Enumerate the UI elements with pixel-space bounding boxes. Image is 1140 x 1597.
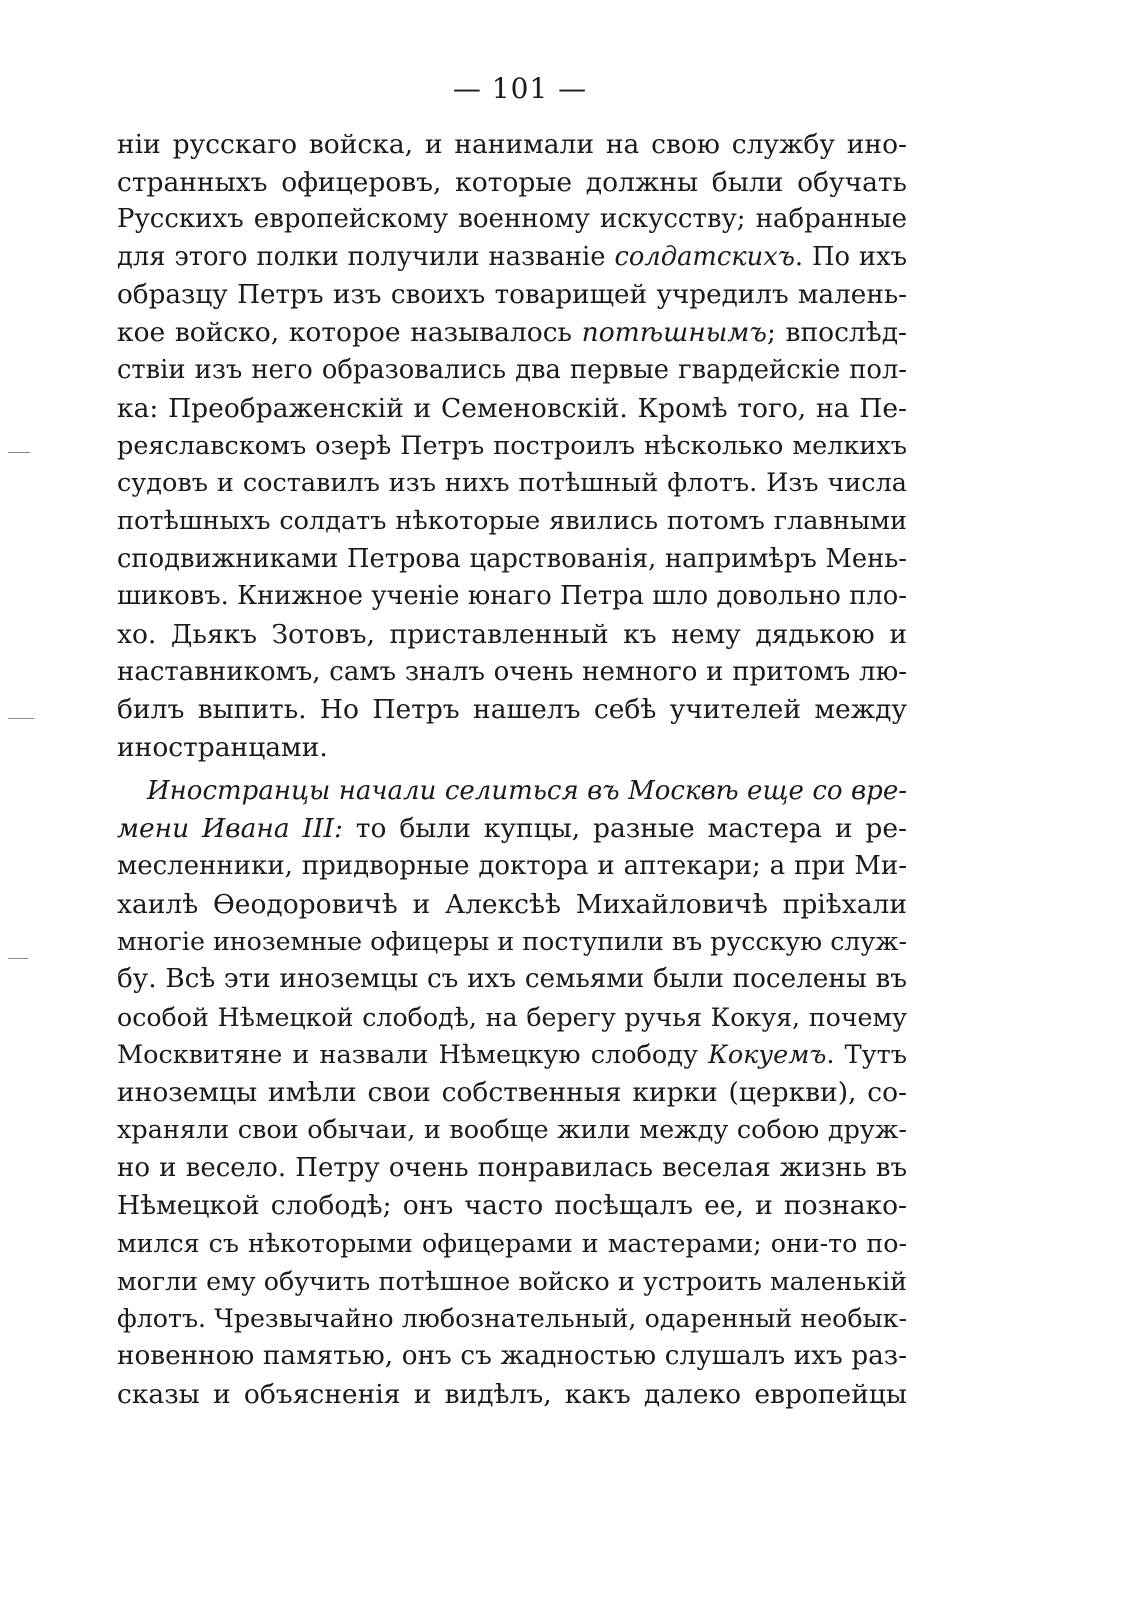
text-line: ніи русскаго войска, и нанимали на свою службу ино- <box>117 129 907 160</box>
text-line: особой Нѣмецкой слободѣ, на берегу ручья Кокуя, почему <box>117 1002 907 1032</box>
paragraph <box>117 773 907 1414</box>
text-line: бу. Всѣ эти иноземцы съ ихъ семьями были поселены въ <box>117 964 907 995</box>
text-line: странныхъ офицеровъ, которые должны были обучать <box>117 166 907 198</box>
page-number: — 101 — <box>452 72 588 105</box>
text-line: ствіи изъ него образовались два первые гвардейскіе пол- <box>117 355 907 386</box>
text-line: наставникомъ, самъ зналъ очень немного и притомъ лю- <box>117 656 907 687</box>
italic-term: мени Ивана III: <box>117 813 343 845</box>
text-line: храняли свои обычаи, и вообще жили между собою друж- <box>117 1114 907 1145</box>
text-line: судовъ и составилъ изъ нихъ потѣшный флотъ. Изъ числа <box>117 468 907 499</box>
paragraph <box>117 126 907 767</box>
text-line: кое войско, которое называлось потѣшнымъ; впослѣд- <box>117 317 907 349</box>
text-line: для этого полки получили названіе солдатскихъ. По ихъ <box>117 242 907 273</box>
text-line: мился съ нѣкоторыми офицерами и мастерами; они-то по- <box>117 1228 907 1258</box>
text-line: хо. Дьякъ Зотовъ, приставленный къ нему дядькою и <box>117 618 907 650</box>
text-line: флотъ. Чрезвычайно любознательный, одаренный необык- <box>117 1304 907 1334</box>
text-line: мени Ивана III: то были купцы, разные мастера и ре- <box>117 813 907 845</box>
text-line: иноземцы имѣли свои собственныя кирки (церкви), со- <box>117 1077 907 1109</box>
text-line: ка: Преображенскій и Семеновскій. Кромѣ того, на Пе- <box>117 392 907 424</box>
text-line: сказы и объясненія и видѣлъ, какъ далеко европейцы <box>117 1378 907 1410</box>
margin-mark <box>8 718 34 719</box>
text-line: реяславскомъ озерѣ Петръ построилъ нѣсколько мелкихъ <box>117 430 907 461</box>
text-line <box>117 773 907 811</box>
text-line: иностранцами. <box>117 732 328 763</box>
text-line: Нѣмецкой слободѣ; онъ часто посѣщалъ ее, и познако- <box>117 1190 907 1222</box>
text-line: многіе иноземные офицеры и поступили въ русскую служ- <box>117 927 907 957</box>
text-line: хаилѣ Ѳеодоровичѣ и Алексѣѣ Михайловичѣ пріѣхали <box>117 888 907 920</box>
margin-mark <box>8 452 30 453</box>
italic-term: Кокуемъ <box>708 1039 827 1070</box>
margin-mark <box>8 958 28 959</box>
text-line: месленники, придворные доктора и аптекари; а при Ми- <box>117 851 907 882</box>
italic-term: солдатскихъ <box>614 242 795 273</box>
text-line: шиковъ. Книжное ученіе юнаго Петра шло довольно пло- <box>117 581 907 612</box>
text-line: новенною памятью, онъ съ жадностью слушалъ ихъ раз- <box>117 1341 907 1371</box>
text-line: Русскихъ европейскому военному искусству; набранные <box>117 204 907 235</box>
text-line: но и весело. Петру очень понравилась веселая жизнь въ <box>117 1152 907 1183</box>
text-line: потѣшныхъ солдатъ нѣкоторые явились потомъ главными <box>117 505 907 536</box>
text-line: могли ему обучить потѣшное войско и устроить маленькій <box>117 1266 907 1296</box>
text-line: образцу Петръ изъ своихъ товарищей учредилъ малень- <box>117 279 907 310</box>
text-line: билъ выпить. Но Петръ нашелъ себѣ учителей между <box>117 694 907 726</box>
italic-term: потѣшнымъ <box>581 317 767 349</box>
body-text <box>117 126 907 1413</box>
text-line: сподвижниками Петрова царствованія, напримѣръ Мень- <box>117 543 907 574</box>
text-line: Москвитяне и назвали Нѣмецкую слободу Кокуемъ. Тутъ <box>117 1039 907 1070</box>
italic-heading: Иностранцы начали селиться въ Москвѣ еще со вре- <box>147 775 907 806</box>
